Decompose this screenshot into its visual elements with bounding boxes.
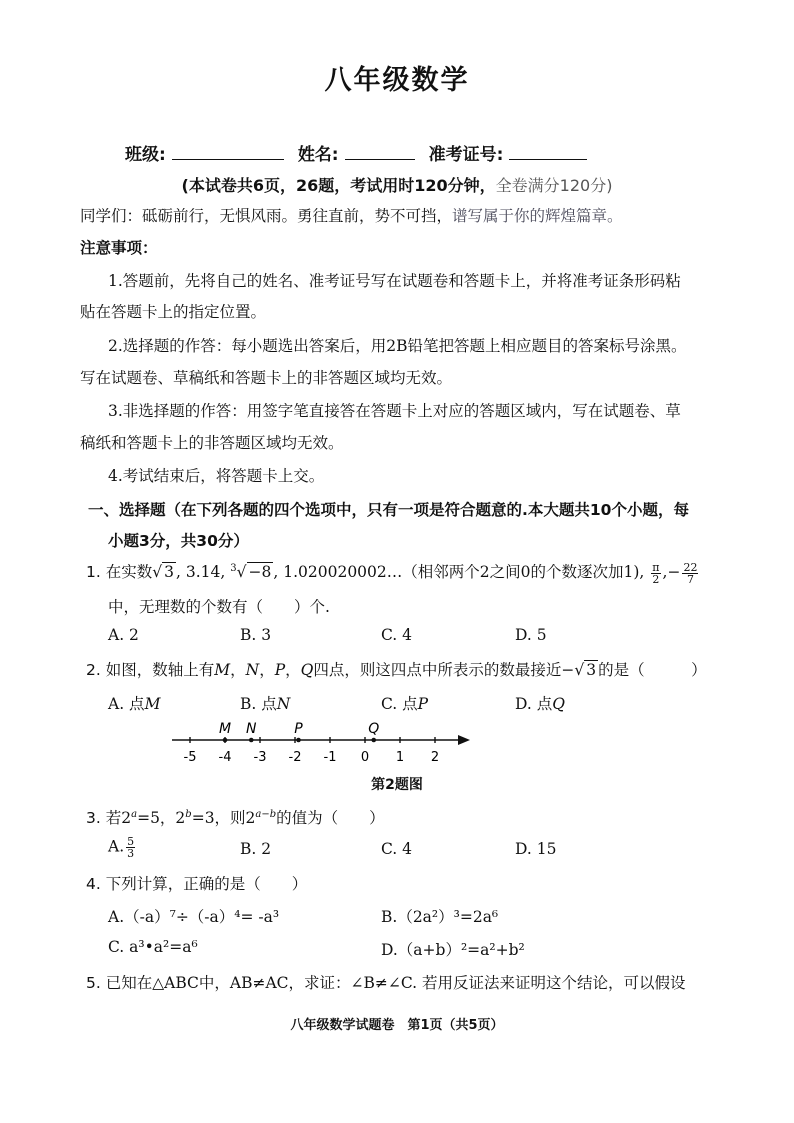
- number-line-tick-label: 0: [360, 750, 370, 765]
- page-footer: 八年级数学试题卷 第1页（共5页）: [290, 1018, 504, 1033]
- q4-option-d[interactable]: D.（a+b）²=a²+b²: [381, 941, 525, 959]
- sqrt-symbol: √: [574, 661, 585, 679]
- number-line-figure: [0, 715, 794, 770]
- five-thirds-fraction: [126, 836, 135, 859]
- q4-option-c[interactable]: C. a³•a²=a⁶: [108, 938, 198, 956]
- student-info-row: [125, 140, 601, 165]
- q3-option-a-label: A.: [108, 837, 125, 856]
- exam-note: [0, 173, 794, 196]
- var-p: P: [274, 661, 286, 679]
- number-line-point: [371, 738, 376, 743]
- number-line-point: [223, 738, 228, 743]
- notice-item-4: 4.考试结束后，将答题卡上交。: [108, 467, 325, 485]
- cube-root-value: −8: [248, 563, 272, 581]
- q2-option-c[interactable]: [381, 692, 428, 714]
- q2-option-a-var: M: [144, 695, 161, 713]
- number-line-tick-label: -2: [288, 750, 302, 765]
- q2-option-b-label: B. 点: [240, 695, 277, 713]
- notice-item-3a: 3.非选择题的作答：用签字笔直接答在答题卡上对应的答题区域内，写在试题卷、草: [108, 402, 681, 420]
- number-line-tick-label: -5: [183, 750, 197, 765]
- cube-root-index: 3: [230, 562, 237, 574]
- number-line-arrow: [458, 735, 470, 745]
- var-q: Q: [300, 661, 314, 679]
- q3-t3: =3，则2: [191, 809, 256, 827]
- q1-option-b[interactable]: B. 3: [240, 626, 272, 644]
- var-m: M: [214, 661, 231, 679]
- number-line-tick-label: -4: [218, 750, 232, 765]
- q3-frac-num: 5: [127, 835, 135, 848]
- notice-item-1a: 1.答题前，先将自己的姓名、准考证号写在试题卷和答题卡上，并将准考证条形码粘: [108, 272, 681, 290]
- number-line-tick-label: 1: [395, 750, 405, 765]
- exam-id-label: 准考证号:: [428, 145, 504, 165]
- pi-den: 2: [652, 572, 660, 586]
- sqrt-symbol: √: [152, 563, 163, 581]
- question-1-sequence: , 1.020020002…: [273, 563, 403, 581]
- question-3: [86, 806, 385, 828]
- number-line-points: [219, 721, 379, 742]
- number-line-point-label: Q: [368, 721, 380, 737]
- notice-item-3b: 稿纸和答题卡上的非答题区域均无效。: [80, 434, 344, 452]
- q3-sup-b: b: [185, 808, 192, 820]
- q2-option-a-label: A. 点: [108, 695, 145, 713]
- question-1-paren: （相邻两个2之间0的个数逐次加1): [402, 563, 640, 581]
- number-line-tick-label: -3: [253, 750, 267, 765]
- q2-option-d-var: Q: [552, 695, 565, 713]
- question-1-number: 1.: [86, 563, 101, 581]
- q3-option-b[interactable]: B. 2: [240, 840, 272, 858]
- question-3-number: 3.: [86, 809, 101, 827]
- neg-sign: −: [667, 563, 681, 581]
- q1-option-d[interactable]: D. 5: [515, 626, 547, 644]
- neg-22-7-fraction: [682, 562, 698, 585]
- q3-frac-den: 3: [127, 847, 135, 860]
- section-1-heading-cont: 小题3分，共30分）: [108, 532, 249, 550]
- class-blank[interactable]: [172, 141, 284, 160]
- pi-num: π: [652, 560, 660, 574]
- cube-root-symbol: √: [236, 563, 247, 581]
- q1-option-c[interactable]: C. 4: [381, 626, 413, 644]
- page-title: 八年级数学: [324, 65, 470, 96]
- q2-option-d[interactable]: [515, 692, 565, 714]
- question-1: 1. 在实数√ 3 , 3.14, $^3$√ −8 , 1.020020002…（相邻两个2之间0的个数逐次加1), $\frac{\pi}{2}$ ,− $\frac{22}{7}$: [86, 560, 698, 586]
- pi-over-2-fraction: [651, 562, 660, 585]
- question-5-number: 5.: [86, 974, 101, 992]
- class-label: 班级:: [125, 145, 166, 165]
- exam-note-main: (本试卷共6页，26题，考试用时120分钟，: [181, 176, 496, 195]
- sqrt-value: 3: [586, 661, 597, 679]
- number-line-ticks: [184, 737, 440, 765]
- q3-t2: =5，2: [137, 809, 186, 827]
- number-line-point-label: N: [246, 721, 257, 737]
- sep-3: ，: [285, 661, 301, 679]
- exam-id-blank[interactable]: [509, 141, 587, 160]
- sep-1: ，: [230, 661, 246, 679]
- name-blank[interactable]: [345, 141, 415, 160]
- q2-option-c-label: C. 点: [381, 695, 418, 713]
- q3-option-a[interactable]: [108, 836, 137, 859]
- q4-option-b[interactable]: B.（2a²）³=2a⁶: [381, 908, 499, 926]
- number-line-point-label: P: [294, 721, 303, 737]
- sep-2: ，: [259, 661, 275, 679]
- number-line-point: [249, 738, 254, 743]
- question-4-number: 4.: [86, 875, 101, 893]
- notice-item-2a: 2.选择题的作答：每小题选出答案后，用2B铅笔把答题上相应题目的答案标号涂黑。: [108, 337, 687, 355]
- question-2: [86, 658, 707, 680]
- notice-item-1b: 贴在答题卡上的指定位置。: [80, 303, 267, 321]
- question-5: [86, 971, 686, 993]
- q3-t1: 若2: [105, 809, 132, 827]
- q3-sup-a: a: [131, 808, 138, 820]
- notice-item-2b: 写在试题卷、草稿纸和答题卡上的非答题区域均无效。: [80, 369, 453, 387]
- question-2-text-a: 如图，数轴上有: [105, 661, 215, 679]
- greeting-main: 同学们：砥砺前行，无惧风雨。勇往直前，势不可挡，: [80, 207, 453, 225]
- question-2-number: 2.: [86, 661, 101, 679]
- number-line-tick-label: -1: [323, 750, 337, 765]
- q3-t4: 的值为（ ）: [276, 809, 385, 827]
- question-2-text-c: 的是（ ）: [598, 661, 707, 679]
- question-4: [86, 872, 307, 894]
- greeting: [80, 206, 623, 226]
- q2-option-d-label: D. 点: [515, 695, 553, 713]
- number-line-point-label: M: [218, 721, 232, 737]
- exam-note-tail: 全卷满分120分): [495, 176, 613, 195]
- q1-option-a[interactable]: A. 2: [108, 626, 139, 644]
- q2-option-b-var: N: [276, 695, 291, 713]
- question-4-text: 下列计算，正确的是（ ）: [105, 875, 308, 893]
- number-line-point: [296, 738, 301, 743]
- q3-option-c[interactable]: C. 4: [381, 840, 413, 858]
- q2-option-a[interactable]: [108, 692, 160, 714]
- q3-sup-ab: a−b: [255, 808, 277, 820]
- question-1-line-2: 中，无理数的个数有（ ）个.: [108, 598, 330, 616]
- name-label: 姓名:: [297, 145, 339, 165]
- q2-option-c-var: P: [417, 695, 429, 713]
- frac-num: 22: [683, 560, 698, 574]
- q3-option-d[interactable]: D. 15: [515, 840, 557, 858]
- notice-heading: 注意事项：: [80, 239, 158, 257]
- q2-option-b[interactable]: [240, 692, 290, 714]
- sqrt3-value: 3: [164, 563, 175, 581]
- question-1-prefix: 在实数: [105, 563, 153, 581]
- q4-option-a[interactable]: A.（-a）⁷÷（-a）⁴= -a³: [108, 908, 280, 926]
- question-2-text-b: 四点，则这四点中所表示的数最接近−: [313, 661, 575, 679]
- figure-caption: 第2题图: [371, 777, 423, 793]
- number-line-tick-label: 2: [430, 750, 440, 765]
- question-1-mid: , 3.14,: [176, 563, 231, 581]
- section-1-heading: 一、选择题（在下列各题的四个选项中，只有一项是符合题意的.本大题共10个小题，每: [88, 501, 689, 519]
- frac-den: 7: [686, 572, 694, 586]
- var-n: N: [245, 661, 260, 679]
- question-5-text: 已知在△ABC中，AB≠AC，求证：∠B≠∠C. 若用反证法来证明这个结论，可以假设: [105, 974, 686, 992]
- greeting-tail: 谱写属于你的辉煌篇章。: [452, 207, 623, 225]
